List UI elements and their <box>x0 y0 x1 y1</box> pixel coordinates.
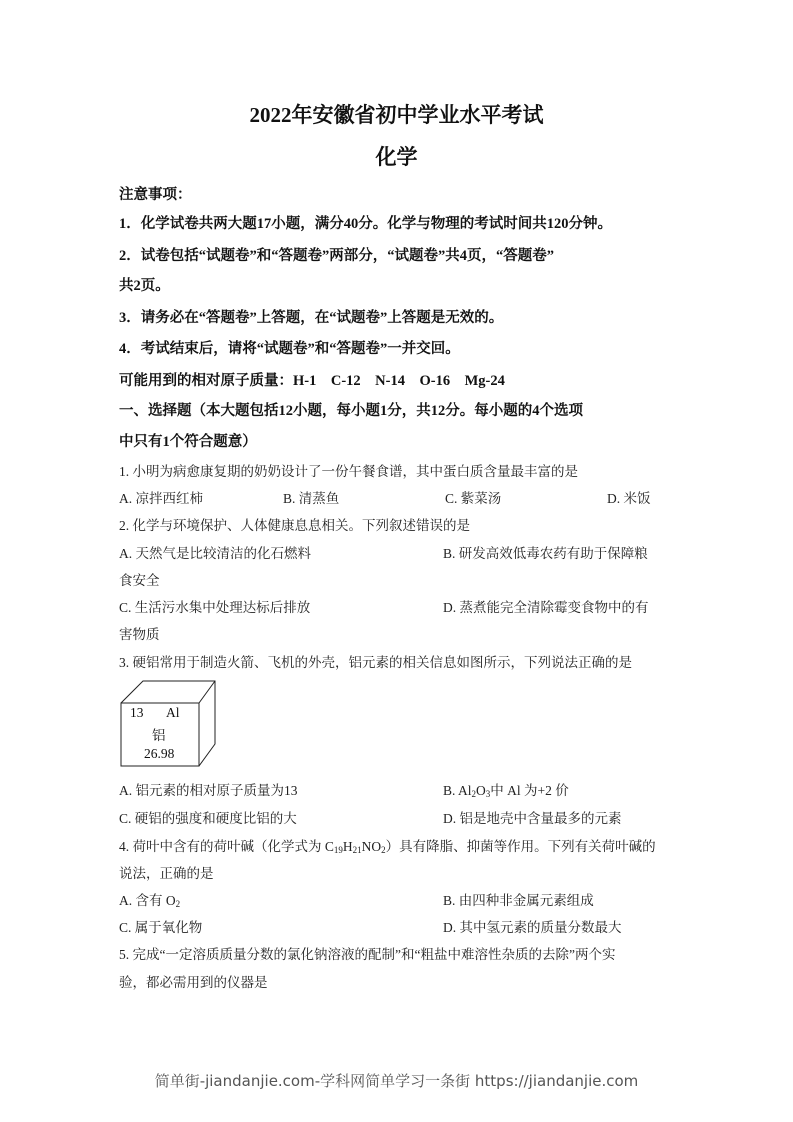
footer-watermark: 简单街-jiandanjie.com-学科网简单学习一条街 https://jiandanjie.com <box>154 1072 639 1090</box>
atomic-number: 13 <box>130 705 144 720</box>
q4-option-c: C. 属于氧化物 <box>119 920 203 935</box>
subscript: 19 <box>333 845 343 855</box>
q4-option-a <box>119 889 180 909</box>
element-cell-figure <box>118 678 218 768</box>
notice-item-4: 4．考试结束后，请将“试题卷”和“答题卷”一并交回。 <box>119 341 460 357</box>
q5-stem: 5. 完成“一定溶质质量分数的氯化钠溶液的配制”和“粗盐中难溶性杂质的去除”两个实 <box>119 947 616 962</box>
q4-stem-text: ）具有降脂、抑菌等作用。下列有关荷叶碱的 <box>385 839 656 854</box>
q2-option-d: D. 蒸煮能完全清除霉变食物中的有 <box>443 600 649 615</box>
section-heading-cont: 中只有1个符合题意） <box>119 434 257 450</box>
q1-option-a: A. 凉拌西红柿 <box>119 491 203 506</box>
subscript: 2 <box>381 845 386 855</box>
q4-stem-text: NO <box>361 839 382 854</box>
q3-option-c: C. 硬铝的强度和硬度比铝的大 <box>119 811 297 826</box>
q2-stem: 2. 化学与环境保护、人体健康息息相关。下列叙述错误的是 <box>119 518 470 533</box>
q3-stem: 3. 硬铝常用于制造火箭、飞机的外壳，铝元素的相关信息如图所示，下列说法正确的是 <box>119 655 632 670</box>
notice-item-2: 2．试卷包括“试题卷”和“答题卷”两部分，“试题卷”共4页，“答题卷” <box>119 248 554 264</box>
q4-stem-text: 4. 荷叶中含有的荷叶碱（化学式为 C <box>119 839 334 854</box>
q4-option-d: D. 其中氢元素的质量分数最大 <box>443 920 622 935</box>
q3-b-text: O <box>476 783 486 798</box>
q2-option-c: C. 生活污水集中处理达标后排放 <box>119 600 311 615</box>
q3-option-b <box>443 779 569 799</box>
q1-option-b: B. 清蒸鱼 <box>283 491 340 506</box>
q2-option-d-cont: 害物质 <box>119 627 160 642</box>
q1-option-c: C. 紫菜汤 <box>445 491 502 506</box>
q5-stem-cont: 验，都必需用到的仪器是 <box>119 975 268 990</box>
subscript: 21 <box>352 845 362 855</box>
atomic-mass: 26.98 <box>144 746 175 761</box>
exam-subject: 化学 <box>375 145 418 169</box>
q4-stem <box>119 835 656 855</box>
element-name: 铝 <box>152 728 166 743</box>
q3-option-d: D. 铝是地壳中含量最多的元素 <box>443 811 622 826</box>
section-heading: 一、选择题（本大题包括12小题，每小题1分，共12分。每小题的4个选项 <box>119 403 583 419</box>
notice-heading: 注意事项： <box>119 187 192 203</box>
q4-option-b: B. 由四种非金属元素组成 <box>443 893 594 908</box>
notice-item-2-cont: 共2页。 <box>119 278 170 294</box>
q3-b-text: 中 Al 为+2 价 <box>490 783 569 798</box>
q2-option-b: B. 研发高效低毒农药有助于保障粮 <box>443 546 648 561</box>
q3-option-a: A. 铝元素的相对原子质量为13 <box>119 783 298 798</box>
notice-item-3: 3．请务必在“答题卷”上答题，在“试题卷”上答题是无效的。 <box>119 310 504 326</box>
q3-b-text: B. Al <box>443 783 472 798</box>
q4-a-text: A. 含有 O <box>119 893 176 908</box>
q2-option-a: A. 天然气是比较清洁的化石燃料 <box>119 546 311 561</box>
q4-stem-text: H <box>342 839 353 854</box>
atomic-masses: 可能用到的相对原子质量：H-1 C-12 N-14 O-16 Mg-24 <box>119 373 505 389</box>
q1-option-d: D. 米饭 <box>607 491 651 506</box>
q4-stem-cont: 说法，正确的是 <box>119 866 214 881</box>
q1-stem: 1. 小明为病愈康复期的奶奶设计了一份午餐食谱，其中蛋白质含量最丰富的是 <box>119 464 578 479</box>
subscript: 2 <box>175 899 181 909</box>
exam-title: 2022年安徽省初中学业水平考试 <box>249 103 544 127</box>
subscript: 2 <box>471 789 477 799</box>
subscript: 3 <box>485 789 491 799</box>
q2-option-b-cont: 食安全 <box>119 573 160 588</box>
element-symbol: Al <box>166 705 180 720</box>
notice-item-1: 1．化学试卷共两大题17小题，满分40分。化学与物理的考试时间共120分钟。 <box>119 216 612 232</box>
